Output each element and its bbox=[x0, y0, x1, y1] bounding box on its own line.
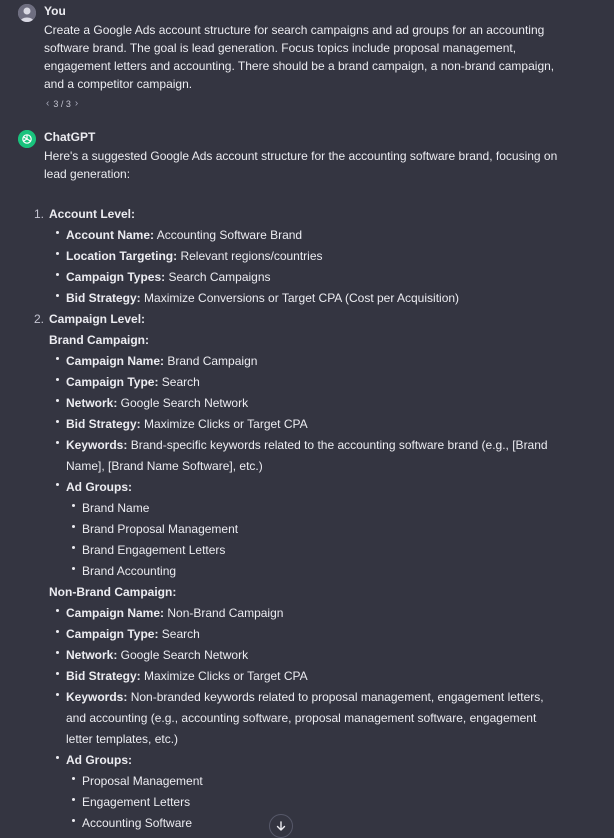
ad-group-item: Proposal Management bbox=[82, 774, 203, 788]
list-item: Campaign Type: Search bbox=[66, 375, 200, 389]
bullet bbox=[72, 546, 75, 549]
list-item: Network: Google Search Network bbox=[66, 396, 249, 410]
list-number: 2. bbox=[34, 312, 45, 326]
ad-group-item: Accounting Software bbox=[82, 816, 193, 830]
ad-group-item: Brand Accounting bbox=[82, 564, 177, 578]
list-item: Campaign Name: Non-Brand Campaign bbox=[66, 606, 284, 620]
list-item: Campaign Type: Search bbox=[66, 627, 200, 641]
bullet bbox=[56, 252, 59, 255]
bullet bbox=[72, 819, 75, 822]
bullet bbox=[56, 651, 59, 654]
bullet bbox=[56, 420, 59, 423]
list-item: Keywords: Brand-specific keywords related to the accounting software brand (e.g., [Brand Name], [Brand Name Software], etc.) bbox=[66, 438, 548, 473]
list-number: 1. bbox=[34, 207, 45, 221]
chevron-left-icon[interactable]: ‹ bbox=[46, 98, 50, 109]
bullet bbox=[56, 357, 59, 360]
response-pager bbox=[46, 98, 78, 109]
list-item: Network: Google Search Network bbox=[66, 648, 249, 662]
ad-group-item: Brand Proposal Management bbox=[82, 522, 239, 536]
bullet bbox=[72, 525, 75, 528]
brand-campaign-heading: Brand Campaign: bbox=[49, 333, 150, 347]
section-heading-campaign-level: Campaign Level: bbox=[49, 312, 146, 326]
openai-logo-icon bbox=[18, 130, 36, 148]
user-avatar-icon bbox=[18, 4, 36, 22]
ad-group-item: Brand Engagement Letters bbox=[82, 543, 226, 557]
list-item: Location Targeting: Relevant regions/countries bbox=[66, 249, 323, 263]
bullet bbox=[72, 504, 75, 507]
bullet bbox=[56, 399, 59, 402]
assistant-author: ChatGPT bbox=[44, 130, 96, 144]
bullet bbox=[56, 483, 59, 486]
bullet bbox=[56, 231, 59, 234]
list-item: Bid Strategy: Maximize Clicks or Target CPA bbox=[66, 669, 308, 683]
bullet bbox=[56, 630, 59, 633]
scroll-to-bottom-button[interactable] bbox=[269, 814, 293, 838]
list-item: Campaign Name: Brand Campaign bbox=[66, 354, 258, 368]
list-item: Campaign Types: Search Campaigns bbox=[66, 270, 271, 284]
bullet bbox=[72, 798, 75, 801]
ad-groups-label: Ad Groups: bbox=[66, 480, 132, 494]
pager-count: 3 / 3 bbox=[53, 98, 71, 109]
user-author: You bbox=[44, 4, 66, 18]
arrow-down-icon bbox=[275, 820, 287, 832]
bullet bbox=[56, 441, 59, 444]
bullet bbox=[56, 294, 59, 297]
nonbrand-campaign-heading: Non-Brand Campaign: bbox=[49, 585, 177, 599]
ad-group-item: Engagement Letters bbox=[82, 795, 191, 809]
list-item: Bid Strategy: Maximize Clicks or Target CPA bbox=[66, 417, 308, 431]
ad-groups-label: Ad Groups: bbox=[66, 753, 132, 767]
user-message-text: Create a Google Ads account structure for search campaigns and ad groups for an accounting software brand. The goal is lead generation. Focus topics include proposal management, engagement letters and accounting. There should be a brand campaign, a non-brand campaign, and a competitor campaign. bbox=[44, 23, 555, 91]
list-item: Bid Strategy: Maximize Conversions or Target CPA (Cost per Acquisition) bbox=[66, 291, 460, 305]
bullet bbox=[72, 777, 75, 780]
section-heading-account-level: Account Level: bbox=[49, 207, 136, 221]
bullet bbox=[56, 672, 59, 675]
bullet bbox=[56, 693, 59, 696]
assistant-intro: Here's a suggested Google Ads account structure for the accounting software brand, focusing on lead generation: bbox=[44, 149, 558, 181]
bullet bbox=[56, 378, 59, 381]
ad-group-item: Brand Name bbox=[82, 501, 150, 515]
chevron-right-icon[interactable]: › bbox=[74, 98, 79, 109]
list-item: Account Name: Accounting Software Brand bbox=[66, 228, 303, 242]
list-item: Keywords: Non-branded keywords related to proposal management, engagement letters, and accounting (e.g., accounting software, proposal management software, engagement letter templates, etc.) bbox=[66, 690, 544, 746]
bullet bbox=[56, 756, 59, 759]
bullet bbox=[72, 567, 75, 570]
bullet bbox=[56, 609, 59, 612]
bullet bbox=[56, 273, 59, 276]
